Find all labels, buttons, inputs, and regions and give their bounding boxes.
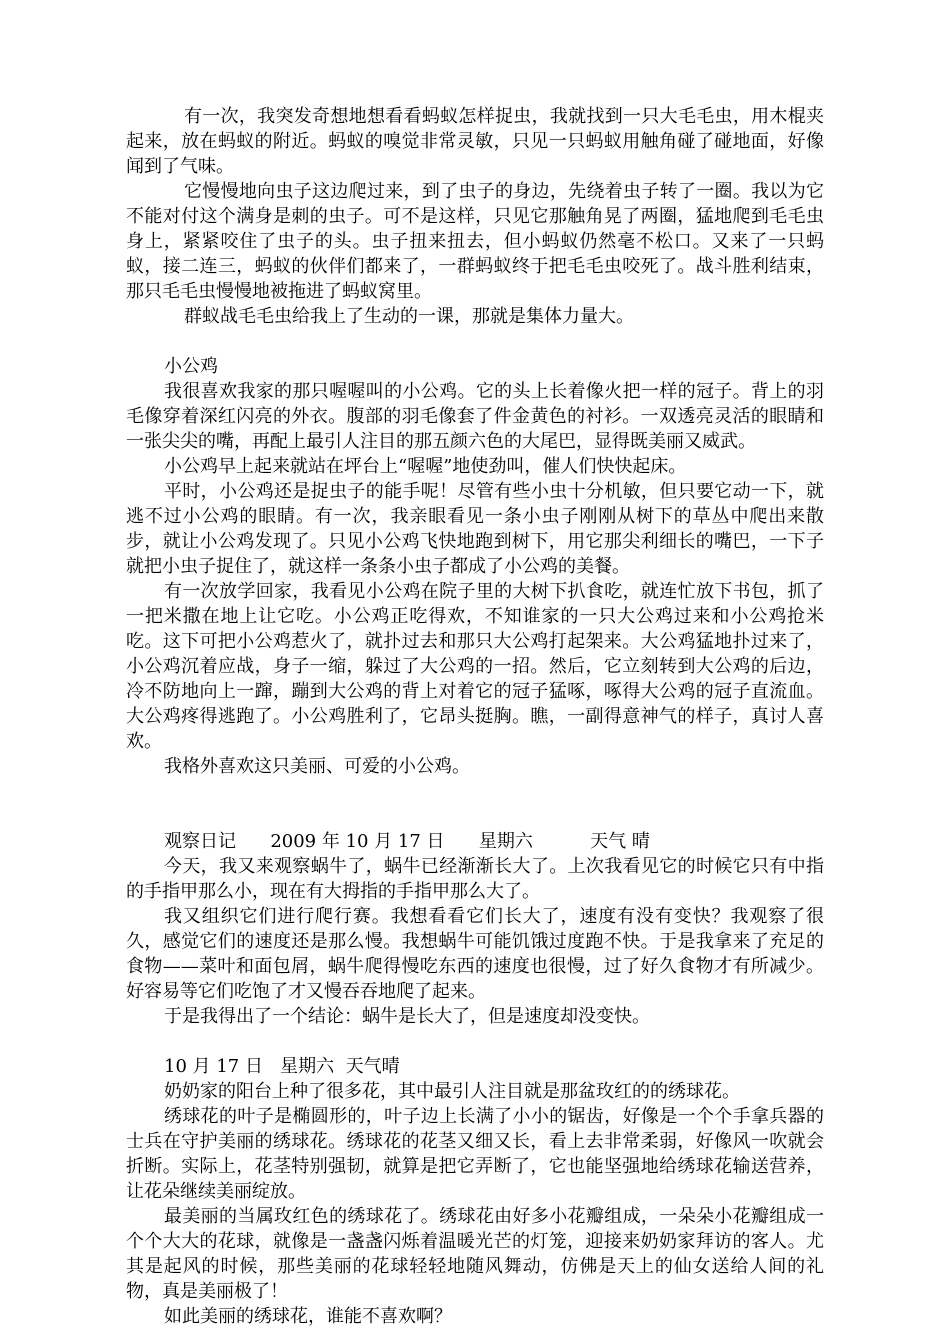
section-spacer <box>126 1029 824 1054</box>
snail-diary-header: 观察日记 2009 年 10 月 17 日 星期六 天气 晴 <box>164 831 650 852</box>
document-body <box>126 104 824 1329</box>
snail-diary-paragraph-2: 我又组织它们进行爬行赛。我想看看它们长大了，速度有没有变快？我观察了很久，感觉它们的速度还是那么慢。我想蜗牛可能饥饿过度跑不快。于是我拿来了充足的食物——菜叶和面包屑，蜗牛爬得慢吃东西的速度也很慢，过了好久食物才有所减少。好容易等它们吃饱了才又慢吞吞地爬了起来。 <box>126 906 824 1002</box>
section-spacer <box>126 329 824 354</box>
rooster-story-paragraph-3: 平时，小公鸡还是捉虫子的能手呢！尽管有些小虫十分机敏，但只要它动一下，就逃不过小公鸡的眼睛。有一次，我亲眼看见一条小虫子刚刚从树下的草丛中爬出来散步，就让小公鸡发现了。只见小公鸡飞快地跑到树下，用它那尖利细长的嘴巴，一下子就把小虫子捉住了，就这样一条条小虫子都成了小公鸡的美餐。 <box>126 481 824 577</box>
rooster-story-paragraph-2: 小公鸡早上起来就站在坪台上“喔喔”地使劲叫，催人们快快起床。 <box>164 456 687 477</box>
hydrangea-diary-header: 10 月 17 日 星期六 天气晴 <box>164 1056 400 1077</box>
hydrangea-diary-paragraph-2: 绣球花的叶子是椭圆形的，叶子边上长满了小小的锯齿，好像是一个个手拿兵器的士兵在守护美丽的绣球花。绣球花的花茎又细又长，看上去非常柔弱，好像风一吹就会折断。实际上，花茎特别强韧，就算是把它弄断了，它也能坚强地给绣球花输送营养，让花朵继续美丽绽放。 <box>126 1106 824 1202</box>
ant-story-section <box>126 104 824 329</box>
ant-story-paragraph-2: 它慢慢地向虫子这边爬过来，到了虫子的身边，先绕着虫子转了一圈。我以为它不能对付这个满身是刺的虫子。可不是这样，只见它那触角晃了两圈，猛地爬到毛毛虫身上，紧紧咬住了虫子的头。虫子扭来扭去，但小蚂蚁仍然毫不松口。又来了一只蚂蚁，接二连三，蚂蚁的伙伴们都来了，一群蚂蚁终于把毛毛虫咬死了。战斗胜利结束，那只毛毛虫慢慢地被拖进了蚂蚁窝里。 <box>126 181 824 302</box>
rooster-story-section <box>126 354 824 779</box>
snail-diary-paragraph-1: 今天，我又来观察蜗牛了，蜗牛已经渐渐长大了。上次我看见它的时候它只有中指的手指甲那么小，现在有大拇指的手指甲那么大了。 <box>126 856 824 902</box>
hydrangea-diary-paragraph-4: 如此美丽的绣球花，谁能不喜欢啊？ <box>164 1306 452 1327</box>
rooster-story-paragraph-4: 有一次放学回家，我看见小公鸡在院子里的大树下扒食吃，就连忙放下书包，抓了一把米撒在地上让它吃。小公鸡正吃得欢，不知谁家的一只大公鸡过来和小公鸡抢米吃。这下可把小公鸡惹火了，就扑过去和那只大公鸡打起架来。大公鸡猛地扑过来了，小公鸡沉着应战，身子一缩，躲过了大公鸡的一招。然后，它立刻转到大公鸡的后边，冷不防地向上一蹿，蹦到大公鸡的背上对着它的冠子猛啄，啄得大公鸡的冠子直流血。大公鸡疼得逃跑了。小公鸡胜利了，它昂头挺胸。瞧，一副得意神气的样子，真讨人喜欢。 <box>126 581 824 752</box>
rooster-story-paragraph-5: 我格外喜欢这只美丽、可爱的小公鸡。 <box>164 756 470 777</box>
section-spacer <box>126 779 824 829</box>
ant-story-paragraph-1: 有一次，我突发奇想地想看看蚂蚁怎样捉虫，我就找到一只大毛毛虫，用木棍夹起来，放在蚂蚁的附近。蚂蚁的嗅觉非常灵敏，只见一只蚂蚁用触角碰了碰地面，好像闻到了气味。 <box>126 106 824 177</box>
hydrangea-diary-paragraph-3: 最美丽的当属玫红色的绣球花了。绣球花由好多小花瓣组成，一朵朵小花瓣组成一个个大大的花球，就像是一盏盏闪烁着温暖光芒的灯笼，迎接来奶奶家拜访的客人。尤其是起风的时候，那些美丽的花球轻轻地随风舞动，仿佛是天上的仙女送给人间的礼物，真是美丽极了！ <box>126 1206 824 1302</box>
hydrangea-diary-paragraph-1: 奶奶家的阳台上种了很多花，其中最引人注目就是那盆玫红的的绣球花。 <box>164 1081 740 1102</box>
snail-diary-section <box>126 829 824 1029</box>
snail-diary-paragraph-3: 于是我得出了一个结论：蜗牛是长大了，但是速度却没变快。 <box>164 1006 650 1027</box>
hydrangea-diary-section <box>126 1054 824 1329</box>
rooster-story-paragraph-1: 我很喜欢我家的那只喔喔叫的小公鸡。它的头上长着像火把一样的冠子。背上的羽毛像穿着深红闪亮的外衣。腹部的羽毛像套了件金黄色的衬衫。一双透亮灵活的眼睛和一张尖尖的嘴，再配上最引人注目的那五颜六色的大尾巴，显得既美丽又威武。 <box>126 381 824 452</box>
ant-story-paragraph-3: 群蚁战毛毛虫给我上了生动的一课，那就是集体力量大。 <box>184 306 634 327</box>
rooster-story-title: 小公鸡 <box>164 356 218 377</box>
